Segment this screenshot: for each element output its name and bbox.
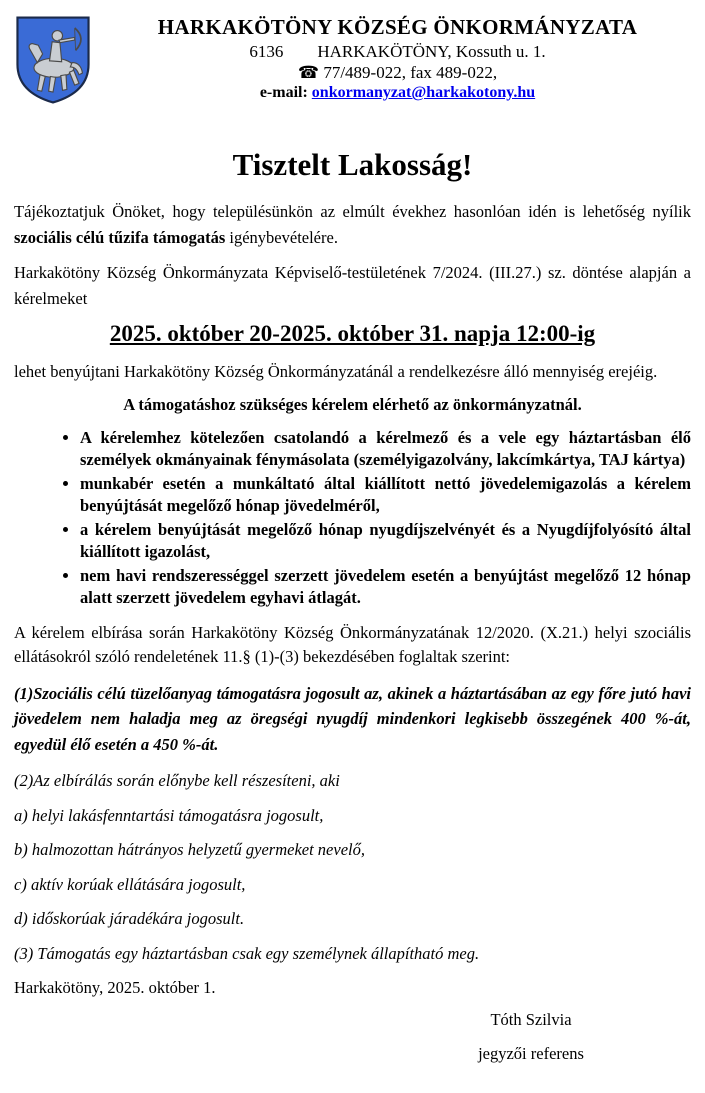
rule-2-item-b: b) halmozottan hátrányos helyzetű gyermeket nevelő, (14, 840, 365, 860)
address-street: HARKAKÖTÖNY, Kossuth u. 1. (317, 42, 546, 62)
email-line (104, 84, 691, 102)
assessment-paragraph: A kérelem elbírása során Harkakötöny Község Önkormányzatának 12/2020. (X.21.) helyi szociális ellátásokról szóló rendeletének 11.§ (1)-(3) bekezdésében foglaltak szerint: (14, 622, 691, 666)
address-line (104, 42, 691, 62)
form-available-note: A támogatáshoz szükséges kérelem elérhető az önkormányzatnál. (123, 395, 582, 415)
phone-line (104, 63, 691, 83)
intro-text-bold: szociális célú tűzifa támogatás (14, 228, 226, 248)
letterhead-text (104, 12, 691, 102)
rule-2-paragraph: (2)Az elbírálás során előnybe kell részesíteni, aki (14, 771, 340, 791)
rule-1-paragraph: (1)Szociális célú tüzelőanyag támogatásra jogosult az, akinek a háztartásában az egy főre jutó havi jövedelem nem haladja meg az öregségi nyugdíj mindenkori legkisebb összegének 400 %-át, egyedül élő esetén a 450 %-át. (14, 683, 691, 754)
rule-2-item-d: d) időskorúak járadékára jogosult. (14, 909, 245, 929)
submit-paragraph: lehet benyújtani Harkakötöny Község Önkormányzatánál a rendelkezésre álló mennyiség erejéig. (14, 362, 658, 382)
address-zip: 6136 (249, 42, 284, 62)
requirement-item: • a kérelem benyújtását megelőző hónap nyugdíjszelvényét és a Nyugdíjfolyósító által kiállított igazolást, (80, 519, 691, 563)
org-name: HARKAKÖTÖNY KÖZSÉG ÖNKORMÁNYZATA (157, 15, 638, 39)
page-title: Tisztelt Lakosság! (232, 147, 473, 182)
requirement-item: • munkabér esetén a munkáltató által kiállított nettó jövedelemigazolás a kérelem benyújtását megelőző hónap jövedelméről, (80, 473, 691, 517)
signature-block (416, 1010, 646, 1064)
requirement-item: • A kérelemhez kötelezően csatolandó a kérelmező és a vele egy háztartásban élő személyek okmányainak fénymásolata (személyigazolvány, lakcímkártya, TAJ kártya) (80, 427, 691, 471)
phone-number: 77/489-022, fax 489-022, (323, 63, 498, 83)
deadline-heading: 2025. október 20-2025. október 31. napja 12:00-ig (109, 321, 596, 347)
letterhead (14, 12, 691, 111)
email-link[interactable]: onkormanyzat@harkakotony.hu (311, 84, 536, 102)
rule-3-paragraph: (3) Támogatás egy háztartásban csak egy személynek állapítható meg. (14, 943, 480, 963)
requirements-list (14, 427, 691, 609)
email-label: e-mail: (259, 84, 308, 102)
place-date: Harkakötöny, 2025. október 1. (14, 977, 216, 997)
coat-of-arms-icon (14, 14, 92, 106)
intro-text-after: igénybevételére. (225, 228, 338, 248)
rule-2-item-a: a) helyi lakásfenntartási támogatásra jogosult, (14, 805, 324, 825)
signer-title: jegyzői referens (478, 1044, 584, 1064)
signer-name: Tóth Szilvia (490, 1010, 572, 1030)
intro-paragraph (14, 199, 691, 251)
telephone-icon: ☎ (297, 63, 320, 83)
coat-of-arms (14, 12, 104, 111)
rule-2-item-c: c) aktív korúak ellátására jogosult, (14, 874, 246, 894)
requirement-item: • nem havi rendszerességgel szerzett jövedelem esetén a benyújtást megelőző 12 hónap alatt szerzett jövedelem egyhavi átlagát. (80, 565, 691, 609)
decision-paragraph: Harkakötöny Község Önkormányzata Képviselő-testületének 7/2024. (III.27.) sz. döntése alapján a kérelmeket (14, 263, 691, 309)
intro-text-before: Tájékoztatjuk Önöket, hogy településünkön az elmúlt évekhez hasonlóan idén is lehetőség nyílik (14, 202, 691, 221)
